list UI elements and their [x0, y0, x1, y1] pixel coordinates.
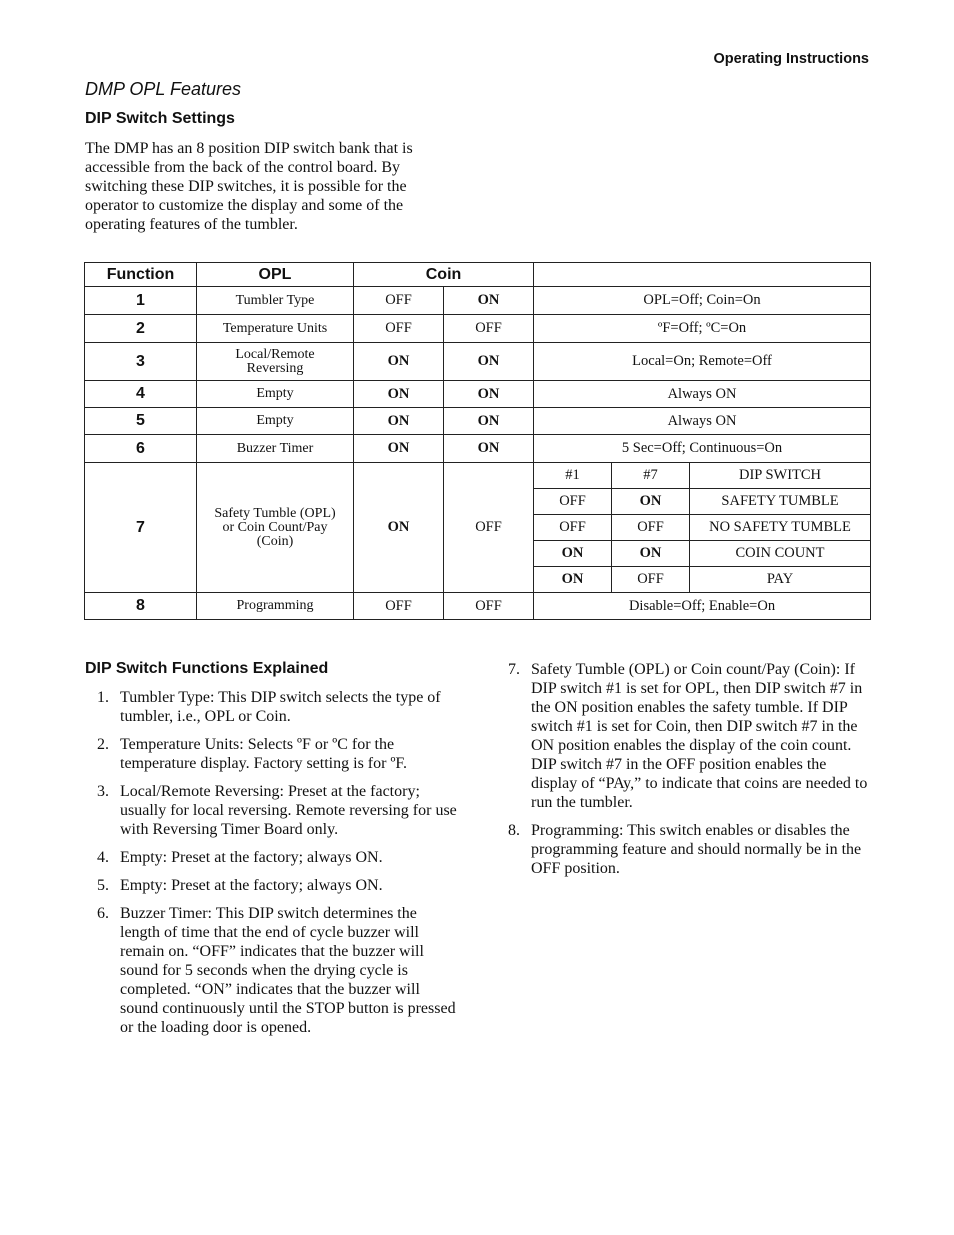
item-number: 2.	[97, 736, 109, 753]
row-description: Temperature Units	[197, 315, 354, 343]
row-number: 5	[85, 408, 197, 435]
sub-cell-switch-1: OFF	[534, 515, 612, 541]
item-text: Temperature Units: Selects ºF or ºC for the temperature display. Factory setting is for ºF.	[120, 736, 408, 772]
list-item	[85, 904, 457, 1037]
sub-cell-mode: COIN COUNT	[690, 541, 871, 567]
row-opl-value: OFF	[354, 315, 444, 343]
row-coin-value: ON	[444, 287, 534, 315]
header-coin: Coin	[354, 263, 534, 287]
row-description: Safety Tumble (OPL) or Coin Count/Pay (Coin)	[197, 463, 354, 593]
sub-cell-switch-1: ON	[534, 567, 612, 593]
row-number: 4	[85, 381, 197, 408]
row-coin-value: ON	[444, 343, 534, 381]
row-coin-value: ON	[444, 381, 534, 408]
list-item	[85, 735, 457, 773]
row-number: 8	[85, 593, 197, 620]
sub-cell-mode: NO SAFETY TUMBLE	[690, 515, 871, 541]
item-text: Local/Remote Reversing: Preset at the factory; usually for local reversing. Remote reversing for use with Reversing Timer Board only.	[120, 783, 457, 838]
table-row	[85, 463, 871, 489]
sub-header-switch-1: #1	[534, 463, 612, 489]
sub-cell-switch-7: OFF	[612, 515, 690, 541]
row-number: 6	[85, 435, 197, 463]
row-note: OPL=Off; Coin=On	[534, 287, 871, 315]
list-item	[496, 660, 870, 812]
sub-cell-switch-7: ON	[612, 541, 690, 567]
item-number: 8.	[508, 822, 520, 839]
row-note: Disable=Off; Enable=On	[534, 593, 871, 620]
row-description: Buzzer Timer	[197, 435, 354, 463]
row-opl-value: ON	[354, 463, 444, 593]
header-opl: OPL	[197, 263, 354, 287]
row-number: 1	[85, 287, 197, 315]
table-row	[85, 315, 871, 343]
row-opl-value: OFF	[354, 287, 444, 315]
row-opl-value: ON	[354, 408, 444, 435]
row-description: Local/Remote Reversing	[197, 343, 354, 381]
row-note: Local=On; Remote=Off	[534, 343, 871, 381]
row-opl-value: ON	[354, 435, 444, 463]
row-number: 7	[85, 463, 197, 593]
row-description: Tumbler Type	[197, 287, 354, 315]
row-note: 5 Sec=Off; Continuous=On	[534, 435, 871, 463]
row-number: 3	[85, 343, 197, 381]
row-description: Empty	[197, 408, 354, 435]
header-function: Function	[85, 263, 197, 287]
row-description: Empty	[197, 381, 354, 408]
sub-header-switch-7: #7	[612, 463, 690, 489]
table-row	[85, 435, 871, 463]
sub-cell-switch-7: OFF	[612, 567, 690, 593]
table-row	[85, 287, 871, 315]
sub-cell-mode: SAFETY TUMBLE	[690, 489, 871, 515]
row-note: ºF=Off; ºC=On	[534, 315, 871, 343]
sub-cell-switch-7: ON	[612, 489, 690, 515]
row-coin-value: OFF	[444, 593, 534, 620]
row-opl-value: OFF	[354, 593, 444, 620]
row-number: 2	[85, 315, 197, 343]
item-number: 4.	[97, 849, 109, 866]
dip-switch-table	[84, 262, 871, 620]
item-text: Empty: Preset at the factory; always ON.	[120, 877, 383, 894]
item-text: Safety Tumble (OPL) or Coin count/Pay (Coin): If DIP switch #1 is set for OPL, then DIP switch #7 in the ON position enables the safety tumble. If DIP switch #1 is set for Coin, then DIP switch #7 in the ON position enables the display of the coin count. DIP switch #7 in the OFF position enables the display of “PAy,” to indicate that coins are needed to run the tumbler.	[531, 661, 868, 811]
item-text: Empty: Preset at the factory; always ON.	[120, 849, 383, 866]
row-coin-value: ON	[444, 435, 534, 463]
list-item	[85, 688, 457, 726]
item-number: 7.	[508, 661, 520, 678]
item-number: 6.	[97, 905, 109, 922]
table-row	[85, 593, 871, 620]
row-description: Programming	[197, 593, 354, 620]
item-number: 1.	[97, 689, 109, 706]
row-note: Always ON	[534, 408, 871, 435]
row-coin-value: ON	[444, 408, 534, 435]
header-notes	[534, 263, 871, 287]
list-item	[85, 848, 457, 867]
item-number: 3.	[97, 783, 109, 800]
row-note: Always ON	[534, 381, 871, 408]
subsection-title: DIP Switch Settings	[85, 110, 235, 127]
table-row	[85, 408, 871, 435]
item-text: Buzzer Timer: This DIP switch determines the length of time that the end of cycle buzzer will remain on. “OFF” indicates that the buzzer will sound for 5 seconds when the drying cycle is completed. “ON” indicates that the buzzer will sound continuously until the STOP button is pressed or the loading door is opened.	[120, 905, 456, 1036]
section-title: DMP OPL Features	[85, 79, 242, 99]
table-row	[85, 381, 871, 408]
functions-list-left	[85, 688, 457, 1046]
list-item	[85, 782, 457, 839]
row-coin-value: OFF	[444, 315, 534, 343]
item-text: Tumbler Type: This DIP switch selects the type of tumbler, i.e., OPL or Coin.	[120, 689, 441, 725]
functions-list-right	[496, 660, 870, 887]
row-opl-value: ON	[354, 343, 444, 381]
running-header: Operating Instructions	[713, 51, 869, 67]
table-row	[85, 343, 871, 381]
list-item	[85, 876, 457, 895]
functions-title: DIP Switch Functions Explained	[85, 660, 329, 677]
sub-cell-mode: PAY	[690, 567, 871, 593]
sub-header-dip-switch: DIP SWITCH	[690, 463, 871, 489]
item-text: Programming: This switch enables or disables the programming feature and should normally be in the OFF position.	[531, 822, 862, 877]
row-coin-value: OFF	[444, 463, 534, 593]
sub-cell-switch-1: OFF	[534, 489, 612, 515]
list-item	[496, 821, 870, 878]
item-number: 5.	[97, 877, 109, 894]
sub-cell-switch-1: ON	[534, 541, 612, 567]
intro-paragraph: The DMP has an 8 position DIP switch bank that is accessible from the back of the control board. By switching these DIP switches, it is possible for the operator to customize the display and some of the operating features of the tumbler.	[85, 140, 413, 233]
row-opl-value: ON	[354, 381, 444, 408]
table-header-row	[85, 263, 871, 287]
